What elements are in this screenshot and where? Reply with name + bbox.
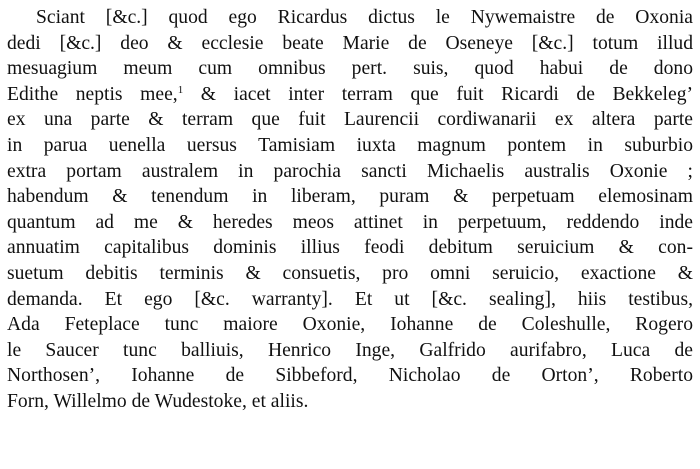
text-segment: Edithe neptis mee, [7, 83, 178, 105]
text-line: Northosen’, Iohanne de Sibbeford, Nicholao de Orton’, Roberto [7, 365, 693, 387]
text-line: ex una parte & terram que fuit Laurencii cordiwanarii ex altera parte [7, 109, 693, 131]
text-line: demanda. Et ego [&c. warranty]. Et ut [&c. sealing], hiis testibus, [7, 288, 693, 310]
text-line: dedi [&c.] deo & ecclesie beate Marie de Oseneye [&c.] totum illud [7, 32, 693, 54]
text-line: Sciant [&c.] quod ego Ricardus dictus le Nywemaistre de Oxonia [36, 7, 693, 28]
footnote-marker: 1 [177, 83, 184, 96]
text-line: Ada Feteplace tunc maiore Oxonie, Iohanne de Coleshulle, Rogero [7, 314, 693, 336]
text-line: le Saucer tunc balliuis, Henrico Inge, Galfrido aurifabro, Luca de [7, 339, 693, 361]
text-segment: & iacet inter terram que fuit Ricardi de Bekkeleg’ [200, 83, 694, 105]
text-line: suetum debitis terminis & consuetis, pro omni seruicio, exactione & [7, 262, 693, 284]
text-line: mesuagium meum cum omnibus pert. suis, quod habui de dono [7, 58, 693, 80]
charter-text [7, 5, 693, 415]
text-line: Forn, Willelmo de Wudestoke, et aliis. [7, 390, 309, 412]
text-line: in parua uenella uersus Tamisiam iuxta magnum pontem in suburbio [7, 134, 693, 156]
text-line: annuatim capitalibus dominis illius feodi debitum seruicium & con- [7, 237, 693, 259]
text-line-with-footnote [7, 82, 693, 108]
text-line: extra portam australem in parochia sancti Michaelis australis Oxonie ; [7, 160, 693, 182]
text-line: quantum ad me & heredes meos attinet in perpetuum, reddendo inde [7, 211, 693, 233]
text-line: habendum & tenendum in liberam, puram & perpetuam elemosinam [7, 186, 693, 208]
